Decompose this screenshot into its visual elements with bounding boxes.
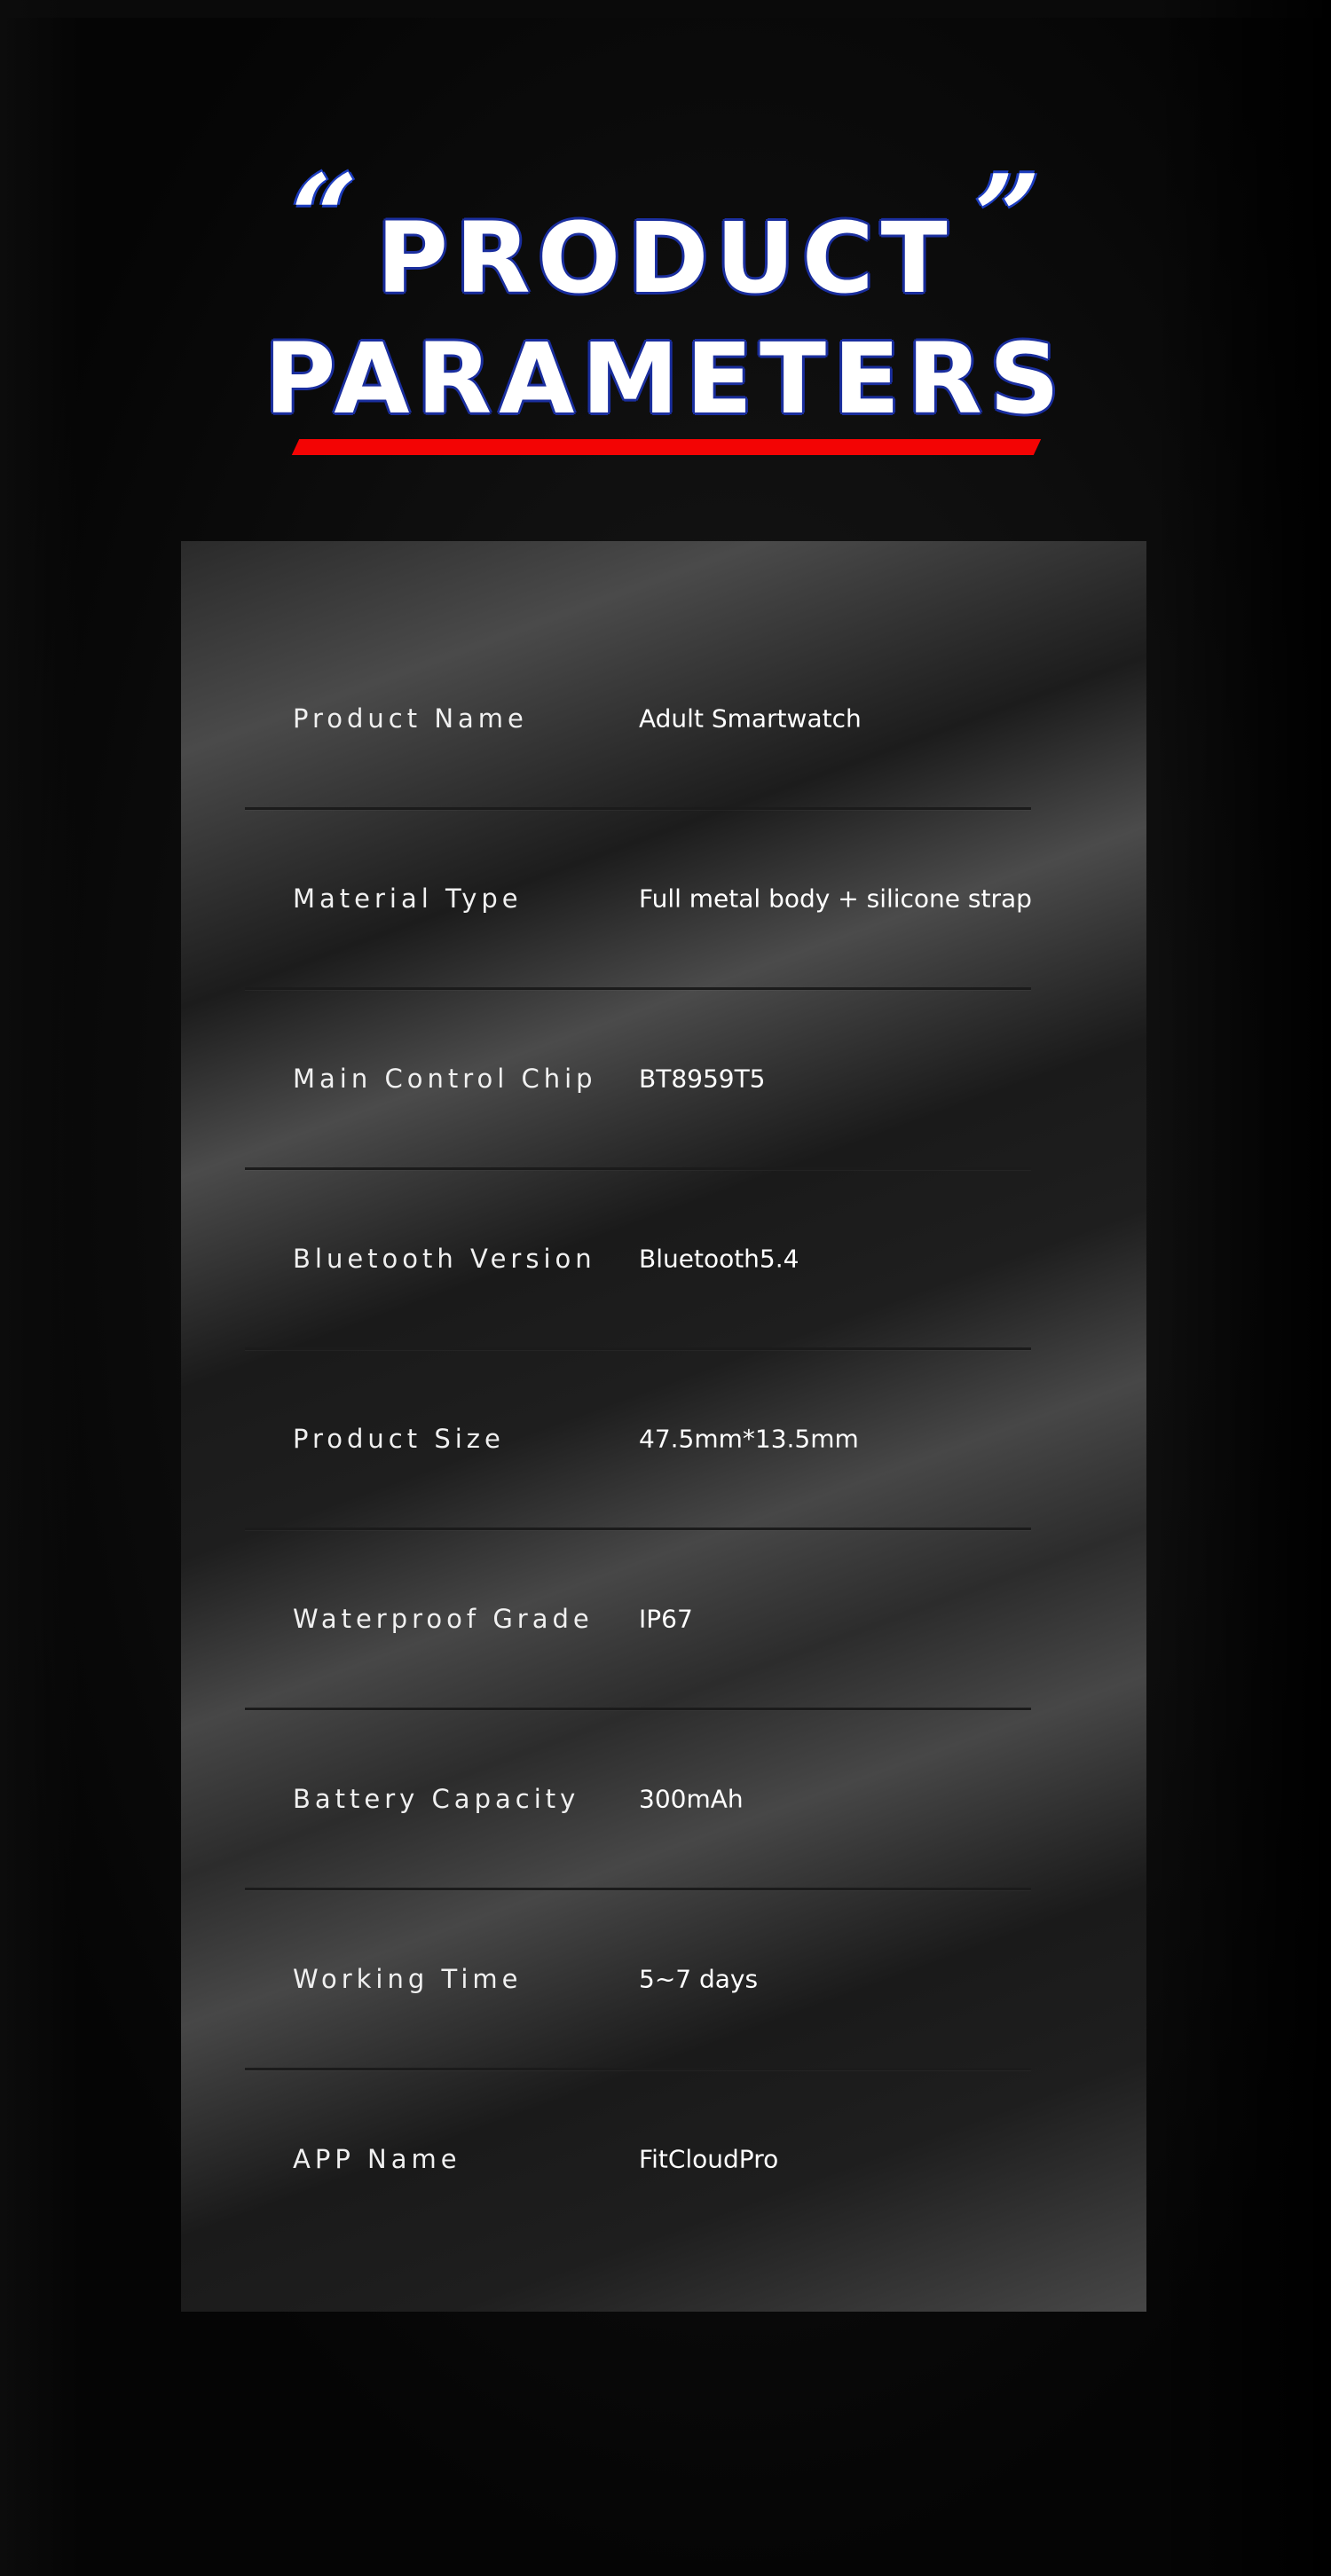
parameter-row-waterproof-grade (245, 1530, 1031, 1708)
parameter-label: Main Control Chip (293, 1064, 597, 1094)
parameter-label: Battery Capacity (293, 1784, 580, 1814)
parameter-value: FitCloudPro (639, 2144, 779, 2174)
parameter-label: APP Name (293, 2144, 461, 2174)
close-quote-mark: ” (974, 149, 1041, 285)
parameter-label: Product Name (293, 703, 528, 734)
parameter-label: Waterproof Grade (293, 1604, 594, 1634)
parameter-label: Material Type (293, 884, 523, 914)
parameter-value: Bluetooth5.4 (639, 1244, 799, 1274)
parameter-row-bluetooth-version (245, 1170, 1031, 1347)
parameter-value: BT8959T5 (639, 1064, 766, 1094)
parameter-row-battery-capacity (245, 1710, 1031, 1888)
parameter-row-app-name (245, 2070, 1031, 2248)
top-strip (0, 0, 1331, 18)
parameter-row-product-size (245, 1350, 1031, 1528)
parameter-label: Bluetooth Version (293, 1244, 596, 1274)
parameters-panel (181, 541, 1146, 2312)
open-quote-mark: “ (291, 149, 358, 285)
parameter-row-material-type (245, 810, 1031, 987)
title-underline-bar (292, 439, 1041, 455)
title-line-parameters: PARAMETERS (264, 322, 1067, 436)
parameter-value: Full metal body + silicone strap (639, 884, 1032, 914)
parameter-value: 300mAh (639, 1784, 744, 1814)
parameter-value: 5~7 days (639, 1964, 759, 1994)
parameter-label: Working Time (293, 1964, 523, 1994)
parameter-value: IP67 (639, 1604, 693, 1634)
parameter-value: 47.5mm*13.5mm (639, 1424, 859, 1454)
parameters-list (245, 630, 1031, 2248)
title-line-product: PRODUCT (376, 201, 955, 315)
parameter-value: Adult Smartwatch (639, 703, 862, 734)
parameter-row-main-control-chip (245, 990, 1031, 1167)
parameter-label: Product Size (293, 1424, 505, 1454)
parameter-row-working-time (245, 1890, 1031, 2068)
parameter-row-product-name (245, 630, 1031, 807)
